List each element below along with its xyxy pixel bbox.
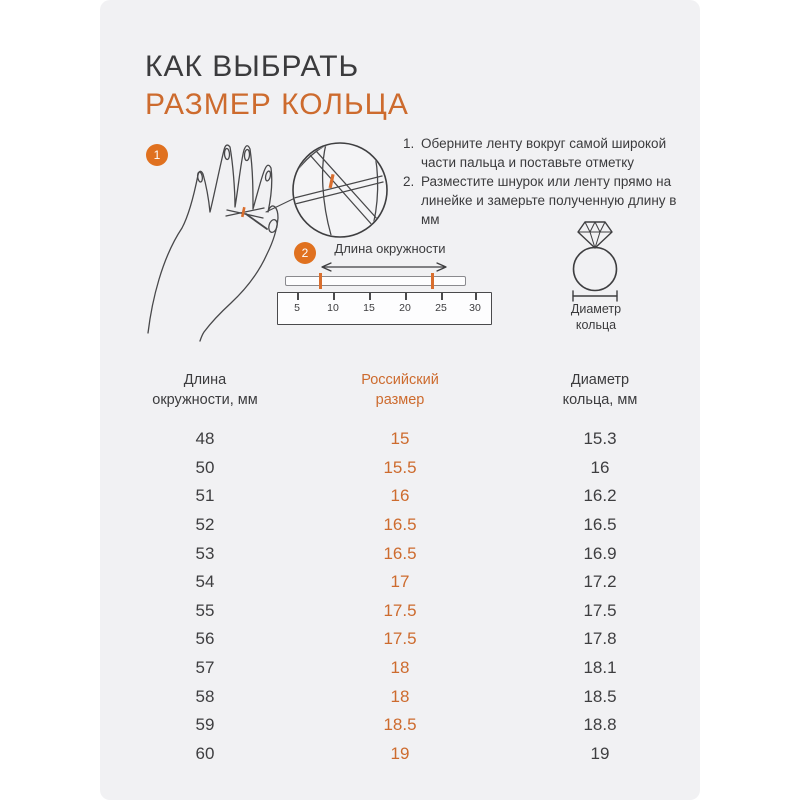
step-number: 2. xyxy=(403,174,415,189)
ruler-tick xyxy=(333,293,335,300)
circumference-value: 52 xyxy=(195,515,215,535)
table-row xyxy=(100,539,700,568)
step-2-badge: 2 xyxy=(294,242,316,264)
russian-size-value: 15.5 xyxy=(383,457,417,477)
table-row xyxy=(100,511,700,540)
instruction-step-1 xyxy=(403,134,681,172)
table-row xyxy=(100,711,700,740)
russian-size-value: 18 xyxy=(390,686,410,706)
diameter-value: 15.3 xyxy=(583,429,617,449)
ruler-number: 10 xyxy=(327,302,339,314)
measuring-tape xyxy=(285,276,466,286)
ruler-tick xyxy=(441,293,443,300)
ring-label-line2: кольца xyxy=(575,318,617,332)
russian-size-value: 16.5 xyxy=(383,515,417,535)
table-body xyxy=(100,425,700,768)
ruler-number: 30 xyxy=(469,302,481,314)
circumference-value: 59 xyxy=(195,715,215,735)
diameter-value: 16.9 xyxy=(583,543,617,563)
circumference-value: 60 xyxy=(195,743,215,763)
nail-icon xyxy=(267,219,278,234)
header-circumference: Длина окружности, мм xyxy=(152,372,258,408)
russian-size-value: 18.5 xyxy=(383,715,417,735)
ruler-number: 25 xyxy=(435,302,447,314)
table-row xyxy=(100,625,700,654)
ring-diagram xyxy=(550,212,640,304)
tape-mark xyxy=(431,273,434,289)
diameter-value: 16 xyxy=(590,457,610,477)
circumference-value: 56 xyxy=(195,629,215,649)
nail-icon xyxy=(265,171,272,182)
table-row xyxy=(100,425,700,454)
ruler-number: 15 xyxy=(363,302,375,314)
diamond-icon xyxy=(578,222,612,248)
ring-diameter-label xyxy=(544,301,648,333)
table-row xyxy=(100,597,700,626)
diameter-value: 19 xyxy=(590,743,610,763)
table-row xyxy=(100,568,700,597)
ruler xyxy=(277,292,492,325)
diameter-value: 17.5 xyxy=(583,600,617,620)
circumference-value: 51 xyxy=(195,486,215,506)
size-table xyxy=(100,370,700,768)
infographic-card xyxy=(100,0,700,800)
ruler-tick xyxy=(369,293,371,300)
table-row xyxy=(100,654,700,683)
tape-mark xyxy=(319,273,322,289)
ruler-number: 5 xyxy=(294,302,300,314)
diameter-value: 18.8 xyxy=(583,715,617,735)
circumference-label: Длина окружности xyxy=(334,241,446,256)
hand-outline xyxy=(148,145,278,341)
circumference-value: 50 xyxy=(195,457,215,477)
ruler-tick xyxy=(475,293,477,300)
diameter-value: 16.2 xyxy=(583,486,617,506)
russian-size-value: 15 xyxy=(390,429,410,449)
step-text: Разместите шнурок или ленту прямо на линейке и замерьте полученную длину в мм xyxy=(421,174,677,227)
ring-label-line1: Диаметр xyxy=(570,302,622,316)
russian-size-value: 17.5 xyxy=(383,629,417,649)
circumference-value: 53 xyxy=(195,543,215,563)
circumference-value: 48 xyxy=(195,429,215,449)
magnifier-circle xyxy=(293,143,387,237)
table-row xyxy=(100,682,700,711)
circumference-value: 57 xyxy=(195,658,215,678)
table-row xyxy=(100,454,700,483)
table-row xyxy=(100,740,700,769)
header-russian-size: Российский размер xyxy=(361,372,439,408)
russian-size-value: 17 xyxy=(390,572,410,592)
ruler-tick xyxy=(405,293,407,300)
diameter-value: 18.5 xyxy=(583,686,617,706)
step-number: 1. xyxy=(403,136,415,151)
nail-icon xyxy=(244,149,250,160)
page-title-line2: РАЗМЕР КОЛЬЦА xyxy=(145,88,409,121)
russian-size-value: 17.5 xyxy=(383,600,417,620)
double-arrow-icon xyxy=(318,261,450,273)
diameter-value: 16.5 xyxy=(583,515,617,535)
page-title-line1: КАК ВЫБРАТЬ xyxy=(145,50,360,83)
step-1-badge: 1 xyxy=(146,144,168,166)
russian-size-value: 16.5 xyxy=(383,543,417,563)
circumference-value: 58 xyxy=(195,686,215,706)
table-header xyxy=(100,370,700,410)
russian-size-value: 16 xyxy=(390,486,410,506)
header-diameter: Диаметр кольца, мм xyxy=(562,372,638,408)
diameter-value: 17.8 xyxy=(583,629,617,649)
circumference-value: 55 xyxy=(195,600,215,620)
ruler-number: 20 xyxy=(399,302,411,314)
circumference-value: 54 xyxy=(195,572,215,592)
russian-size-value: 18 xyxy=(390,658,410,678)
ring-band xyxy=(574,248,617,291)
nail-icon xyxy=(224,148,230,159)
diameter-value: 17.2 xyxy=(583,572,617,592)
diameter-value: 18.1 xyxy=(583,658,617,678)
step-text: Оберните ленту вокруг самой широкой части пальца и поставьте отметку xyxy=(421,136,667,170)
russian-size-value: 19 xyxy=(390,743,410,763)
ruler-tick xyxy=(297,293,299,300)
table-row xyxy=(100,482,700,511)
